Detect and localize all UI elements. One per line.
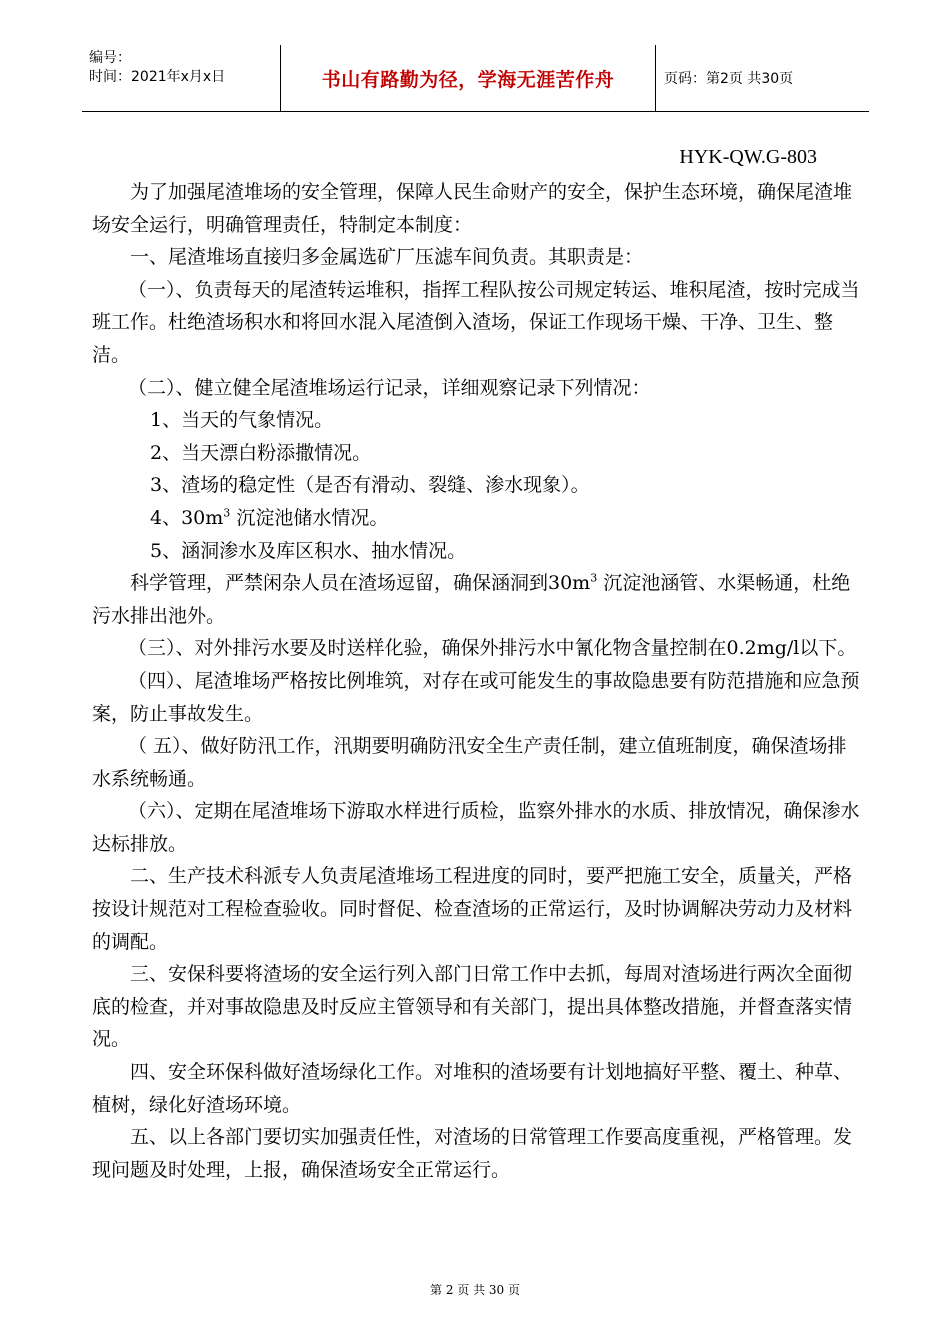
- paragraph-section-3: 三、安保科要将渣场的安全运行列入部门日常工作中去抓，每周对渣场进行两次全面彻底的检查，并对事故隐患及时反应主管领导和有关部门，提出具体整改措施，并督查落实情况。: [92, 963, 853, 1051]
- document-code: HYK-QW.G-803: [679, 146, 817, 168]
- page-footer: 第 2 页 共 30 页: [430, 1283, 520, 1297]
- document-body: [92, 176, 862, 1186]
- paragraph-section-4: 四、安全环保科做好渣场绿化工作。对堆积的渣场要有计划地搞好平整、覆土、种草、植树，绿化好渣场环境。: [92, 1061, 853, 1116]
- item4-sup: 3: [223, 506, 231, 520]
- number-label: 编号：: [89, 50, 131, 66]
- science-prefix: 科学管理，严禁闲杂人员在渣场逗留，确保涵洞到30m: [130, 572, 591, 595]
- list-item-4: [92, 502, 862, 535]
- paragraph-science: [92, 567, 862, 632]
- science-suffix: 沉淀池涵管、水渠畅通，杜绝污水排出池外。: [92, 572, 851, 627]
- page-header: [82, 45, 869, 112]
- date-label: 时间：2021年x月x日: [89, 69, 226, 85]
- paragraph-section-1: 一、尾渣堆场直接归多金属选矿厂压滤车间负责。其职责是：: [130, 246, 644, 269]
- list-item: 1、当天的气象情况。: [150, 409, 334, 432]
- header-meta: [89, 49, 225, 87]
- science-sup: 3: [590, 571, 598, 585]
- paragraph-item-c: （三）、对外排污水要及时送样化验，确保外排污水中氰化物含量控制在0.2mg/l以下。: [128, 637, 857, 660]
- paragraph-item-a: （一）、负责每天的尾渣转运堆积，指挥工程队按公司规定转运、堆积尾渣，按时完成当班工作。杜绝渣场积水和将回水混入尾渣倒入渣场，保证工作现场干燥、干净、卫生、整洁。: [92, 278, 860, 366]
- item4-suffix: 沉淀池储水情况。: [230, 506, 389, 529]
- paragraph-item-e: （ 五）、做好防汛工作，汛期要明确防汛安全生产责任制，建立值班制度，确保渣场排水系统畅通。: [92, 735, 847, 790]
- paragraph-item-b: （二）、健立健全尾渣堆场运行记录，详细观察记录下列情况：: [128, 376, 651, 399]
- header-page-info: 页码：第2页 共30页: [664, 71, 794, 87]
- paragraph-section-2: 二、生产技术科派专人负责尾渣堆场工程进度的同时，要严把施工安全，质量关，严格按设计规范对工程检查验收。同时督促、检查渣场的正常运行，及时协调解决劳动力及材料的调配。: [92, 865, 853, 953]
- paragraph-item-f: （六）、定期在尾渣堆场下游取水样进行质检，监察外排水的水质、排放情况，确保渗水达标排放。: [92, 800, 860, 855]
- list-item: 2、当天漂白粉添撒情况。: [150, 441, 372, 464]
- paragraph-section-5: 五、以上各部门要切实加强责任性，对渣场的日常管理工作要高度重视，严格管理。发现问题及时处理，上报，确保渣场安全正常运行。: [92, 1126, 853, 1181]
- header-motto-cell: [280, 45, 656, 111]
- paragraph-item-d: （四）、尾渣堆场严格按比例堆筑，对存在或可能发生的事故隐患要有防范措施和应急预案，防止事故发生。: [92, 669, 860, 725]
- header-motto: 书山有路勤为径，学海无涯苦作舟: [321, 68, 615, 91]
- item4-prefix: 4、30m: [150, 506, 224, 529]
- list-item: 3、渣场的稳定性（是否有滑动、裂缝、渗水现象）。: [150, 474, 590, 497]
- list-item: 5、涵洞渗水及库区积水、抽水情况。: [150, 539, 467, 562]
- paragraph-intro: 为了加强尾渣堆场的安全管理，保障人民生命财产的安全，保护生态环境，确保尾渣堆场安全运行，明确管理责任，特制定本制度：: [92, 181, 853, 236]
